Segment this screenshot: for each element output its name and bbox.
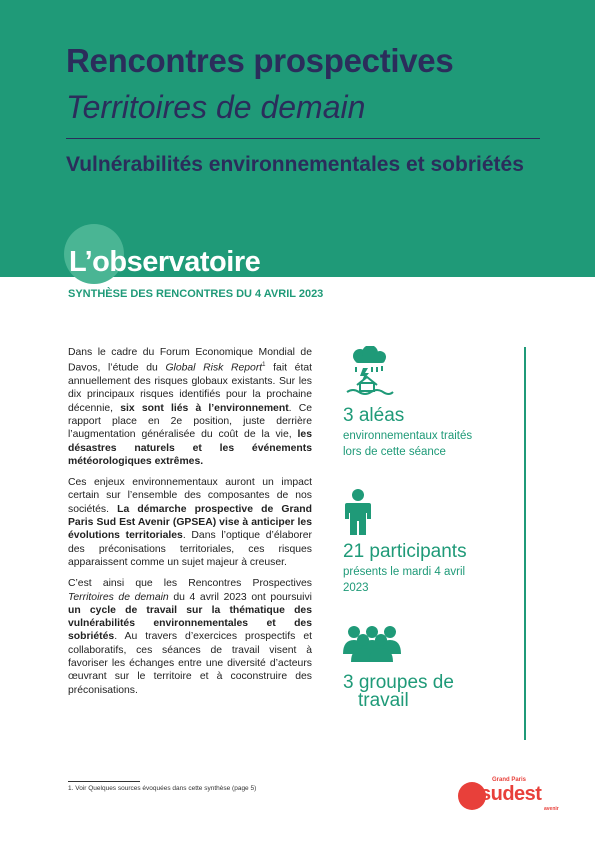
paragraph-3: C’est ainsi que les Rencontres Prospectives Territoires de demain du 4 avril 2023 ont poursuivi un cycle de travail sur la thématique des vulnérabilités environnementales et des sobriétés. Au travers d’exercices prospectifs et collaboratifs, ces séances de travail visent à favoriser les échanges entre une diversité d’acteurs œuvrant sur le territoire et à coconstruire des préconisations. [68, 578, 312, 696]
stats-divider [524, 347, 526, 740]
person-icon [343, 489, 373, 537]
stat-participants-value: 21 participants [343, 541, 467, 562]
body-text [68, 346, 312, 705]
stat-hazards-value: 3 aléas [343, 405, 405, 426]
footnote-ref: 1 [262, 362, 266, 369]
footnote-divider [68, 781, 140, 782]
title-divider [66, 138, 540, 139]
stat-hazards-label: environnementaux traités lors de cette séance [343, 430, 473, 458]
group-icon [343, 624, 401, 662]
stat-groups-value: 3 groupes de travail [343, 672, 454, 711]
stat-participants-label: présents le mardi 4 avril 2023 [343, 566, 466, 594]
page-subtitle: Territoires de demain [66, 89, 366, 125]
paragraph-1: Dans le cadre du Forum Economique Mondial de Davos, l’étude du Global Risk Report$^1$ fait état annuellement des risques globaux existants. Sur les dix principaux risques identifiés pour la prochaine décennie, six sont liés à l’environnement. Ce rapport place en 2e position, juste derrière l’augmentation généralisée du coût de la vie, les désastres naturels et les événements météorologiques extrêmes. [68, 347, 312, 467]
theme-title: Vulnérabilités environnementales et sobriétés [66, 153, 524, 176]
storm-house-icon [343, 346, 395, 396]
observatoire-wordmark: L’observatoire [69, 246, 261, 278]
page-title: Rencontres prospectives [66, 42, 454, 79]
gpsea-logo: Grand Paris sudest avenir [458, 776, 568, 812]
footnote: 1. Voir Quelques sources évoquées dans cette synthèse (page 5) [68, 785, 257, 792]
paragraph-2: Ces enjeux environnementaux auront un impact certain sur l’ensemble des composantes de nos sociétés. La démarche prospective de Grand Paris Sud Est Avenir (GPSEA) vise à anticiper les évolutions territoriales. Dans l’optique d’élaborer des préconisations territoriales, ces risques apparaissent comme un sujet majeur à creuser. [68, 477, 312, 568]
synthesis-date: SYNTHÈSE DES RENCONTRES DU 4 AVRIL 2023 [68, 288, 324, 300]
